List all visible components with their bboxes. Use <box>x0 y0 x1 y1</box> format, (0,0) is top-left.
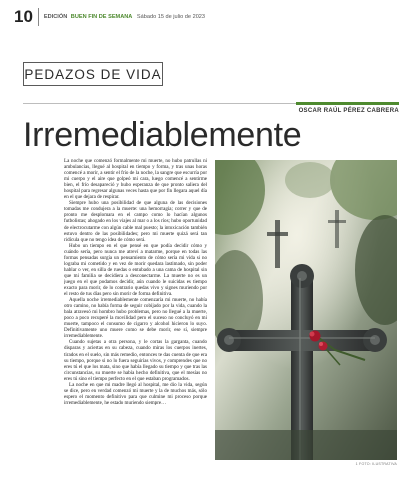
article-paragraph: Hubo un tiempo en el que pensé en que podía decidir cómo y cuándo sería, pero nunca me atreví a matarme, porque en todas las formas pensadas surgía un pensamiento de cómo sería mi vida si no lograba mi cometido y en vez de morir quedara lastimado, sin poder hablar o ver, en silla de ruedas o entubado a una cama de hospital sin que mi familia se decidiera a desconectarme. La muerte no es un juego en el que podamos decidir, aún cuando le suicidas es tiempo exacto para morir, de lo contrario quedas vivo y signes muriendo por el resto de tus días pero sin morir de forma definitiva. <box>64 242 207 298</box>
edition-label: EDICIÓN <box>43 14 68 20</box>
cemetery-cross-photo <box>215 160 397 460</box>
article-body <box>64 158 207 460</box>
edition-name: BUEN FIN DE SEMANA <box>70 14 133 20</box>
edition-line <box>44 14 205 20</box>
photo-credit: 1 FOTO: ILUSTRATIVA <box>355 462 397 466</box>
article-paragraph: Aquella noche irremediablemente comenzaría mi muerte, no había otro camino, no había forma de seguir cobijado por la vida, cuando la bala atravesó mi hombro hubo problemas, pero no llegué a la muerte, poco a poco recuperé la movilidad pero el suceso no concluyó en mi muerte, tampoco el consumo de cigarro y alcohol hicieron lo suyo. Definitivamente uno muere como se debe morir, ese sí, siempre irremediablemente. <box>64 297 207 340</box>
article-photo <box>215 160 397 460</box>
page-number: 10 <box>14 8 39 26</box>
divider-rule <box>23 103 298 104</box>
article-headline: Irremediablemente <box>23 116 302 154</box>
edition-date: Sábado 15 de julio de 2023 <box>136 14 206 20</box>
author-byline: OSCAR RAÚL PÉREZ CABRERA <box>298 108 399 114</box>
masthead <box>14 8 406 26</box>
section-title-box <box>23 62 163 86</box>
article-paragraph: Cuando sujetas a otra persona, y le cortas la garganta, cuando disparas y aciertas en su cabeza, cuando miras los cuerpos inertes, tirados en el suelo, sin más remedio, entonces te das cuenta de que era su tiempo, porque si no lo fuera seguirías vivos, y comprendes que no eres tú el que los mata, sino que había llegado su tiempo y que tras las circunstancias, su muerte se había hecho definitiva, que el mesías no eres tú sino el tiempo perfecto en el que estaban programados. <box>64 339 207 382</box>
article-paragraph: La noche que comenzó formalmente mi muerte, no hubo patrullas ni ambulancias, llegué al hospital en tiempo y forma, y tras unas horas comencé a morir, a sentir el frío de la noche, la sangre que escurría por mi cuerpo y el aire que golpeó mi cara, luego comencé a sentirme bien, el frío desapareció y hubo esperanza de que pronto saliera del hospital para regresar algunas veces hasta que por fin llegara aquel día en el que dejara de respirar. <box>64 158 207 201</box>
section-title: PEDAZOS DE VIDA <box>24 66 162 82</box>
article-paragraph: Siempre hubo una posibilidad de que alguna de las decisiones tomadas me condujera a la muerte: una hemorragia; correr y que de pronto me desplomara en el campo como lo hacían algunos futbolistas; ahogado en los viajes al mar o a los ríos; hubo oportunidad de electrocutarme con algún cable mal puesto; la intoxicación también estuvo dentro de las posibilidades; pero mi muerte quizá será tan ridícula que no tengo idea de cómo será. <box>64 200 207 243</box>
article-paragraph: La noche en que mi madre llegó al hospital, me dio la vida, según se dice, pero en verdad comenzó mi muerte y la de muchos más, sólo espero el momento definitivo para que culmine mi proceso porque irremediablemente, he estado muriendo siempre… <box>64 381 207 406</box>
accent-rule <box>296 102 399 105</box>
